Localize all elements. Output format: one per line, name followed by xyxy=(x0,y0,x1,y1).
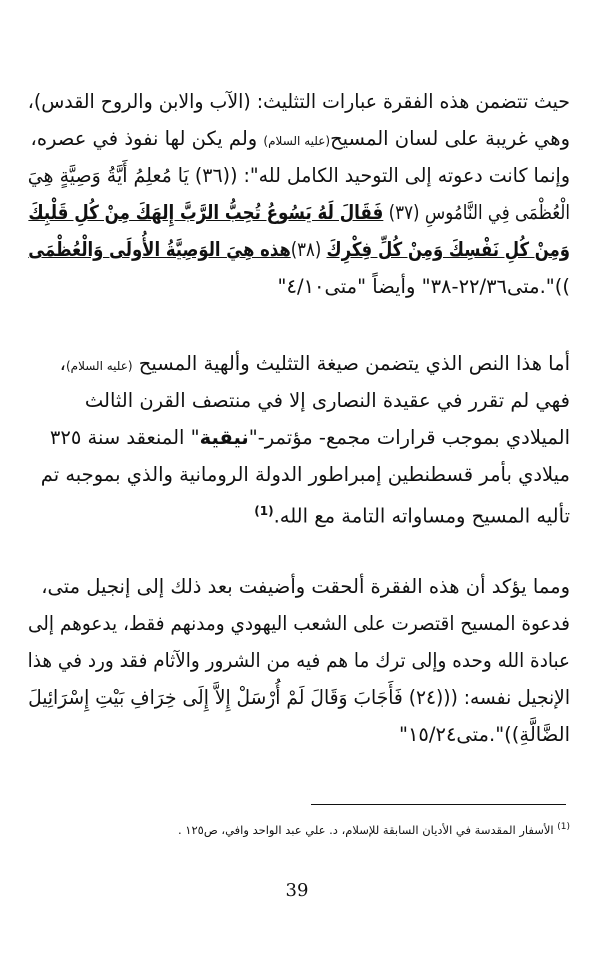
paragraph-3-line-5: الضَّالَّةِ))".متى١٥/٢٤" xyxy=(398,723,570,746)
paragraph-1-line-6: ))".متى٢٢/٣٦-٣٨" وأيضاً "متى٤/١٠" xyxy=(277,275,570,298)
scripture-quote: وَمِنْ كُلِ نَفْسِكَ وَمِنْ كُلِّ فِكْرِكَ xyxy=(326,238,570,261)
paragraph-1-line-2: وهي غريبة على لسان المسيح(عليه السلام) ولم يكن لها نفوذ في عصره، xyxy=(30,127,570,150)
paragraph-2-line-5: تأليه المسيح ومساواته التامة مع الله.$^{(1)}$ xyxy=(254,504,570,528)
footnote-divider xyxy=(311,804,566,805)
footnote-text: الأسفار المقدسة في الأديان السابقة للإسلام، د. علي عبد الواحد وافي، ص١٢٥ . xyxy=(177,822,558,837)
paragraph-3-line-3: عبادة الله وحده وإلى ترك ما هم فيه من الشرور والآثام فقد ورد في هذا xyxy=(27,649,570,672)
footnote-marker: (1) xyxy=(557,822,570,832)
paragraph-2-line-4: ميلادي بأمر قسطنطين إمبراطور الدولة الرومانية والذي بموجبه تم xyxy=(40,463,570,486)
footnote-reference: (1) xyxy=(254,504,274,518)
scripture-quote: فَقَالَ لَهُ يَسُوعُ تُحِبُّ الرَّبَّ إِلهَكَ مِنْ كُلِ قَلْبِكَ xyxy=(28,201,384,224)
paragraph-2-line-2: فهي لم تقرر في عقيدة النصارى إلا في منتصف القرن الثالث xyxy=(84,389,570,412)
paragraph-3 xyxy=(28,568,570,753)
paragraph-3-line-4: الإنجيل نفسه: (((٢٤) فَأَجَابَ وَقَالَ لَمْ أُرْسَلْ إِلاَّ إِلَى خِرَافِ بَيْتِ إِسْرَائِيلَ xyxy=(28,686,570,709)
honorific: (عليه السلام) xyxy=(263,134,331,148)
paragraph-1-line-5: وَمِنْ كُلِ نَفْسِكَ وَمِنْ كُلِّ فِكْرِكَ (٣٨)هذه هِيَ الوَصِيَّةُ الأُولَى وَالْعُظْمَى xyxy=(28,238,570,261)
honorific: (عليه السلام) xyxy=(65,359,133,373)
paragraph-2 xyxy=(28,345,570,530)
paragraph-1 xyxy=(28,83,570,305)
paragraph-1-line-1: حيث تتضمن هذه الفقرة عبارات التثليث: (الآب والابن والروح القدس)، xyxy=(27,90,571,113)
council-name: نيقية xyxy=(199,426,249,449)
paragraph-2-line-3: الميلادي بموجب قرارات مجمع- مؤتمر-"نيقية" المنعقد سنة ٣٢٥ xyxy=(49,426,570,449)
paragraph-1-line-3: وإنما كانت دعوته إلى التوحيد الكامل لله": ((٣٦) يَا مُعلِمُ أَيَّةُ وَصِيَّةٍ هِيَ xyxy=(27,164,570,187)
page-number: 39 xyxy=(285,880,309,901)
footnote xyxy=(170,818,570,839)
paragraph-1-line-4: الْعُظْمَى فِي النَّامُوسِ (٣٧) فَقَالَ لَهُ يَسُوعُ تُحِبُّ الرَّبَّ إِلهَكَ مِنْ كُلِ قَلْبِكَ xyxy=(28,201,570,224)
paragraph-3-line-1: ومما يؤكد أن هذه الفقرة ألحقت وأضيفت بعد ذلك إلى إنجيل متى، xyxy=(41,575,570,598)
paragraph-3-line-2: فدعوة المسيح اقتصرت على الشعب اليهودي ومدنهم فقط، يدعوهم إلى xyxy=(27,612,571,635)
paragraph-2-line-1: أما هذا النص الذي يتضمن صيغة التثليث وألهية المسيح (عليه السلام)، xyxy=(59,352,570,375)
scripture-quote: هذه هِيَ الوَصِيَّةُ الأُولَى وَالْعُظْمَى xyxy=(28,238,291,261)
